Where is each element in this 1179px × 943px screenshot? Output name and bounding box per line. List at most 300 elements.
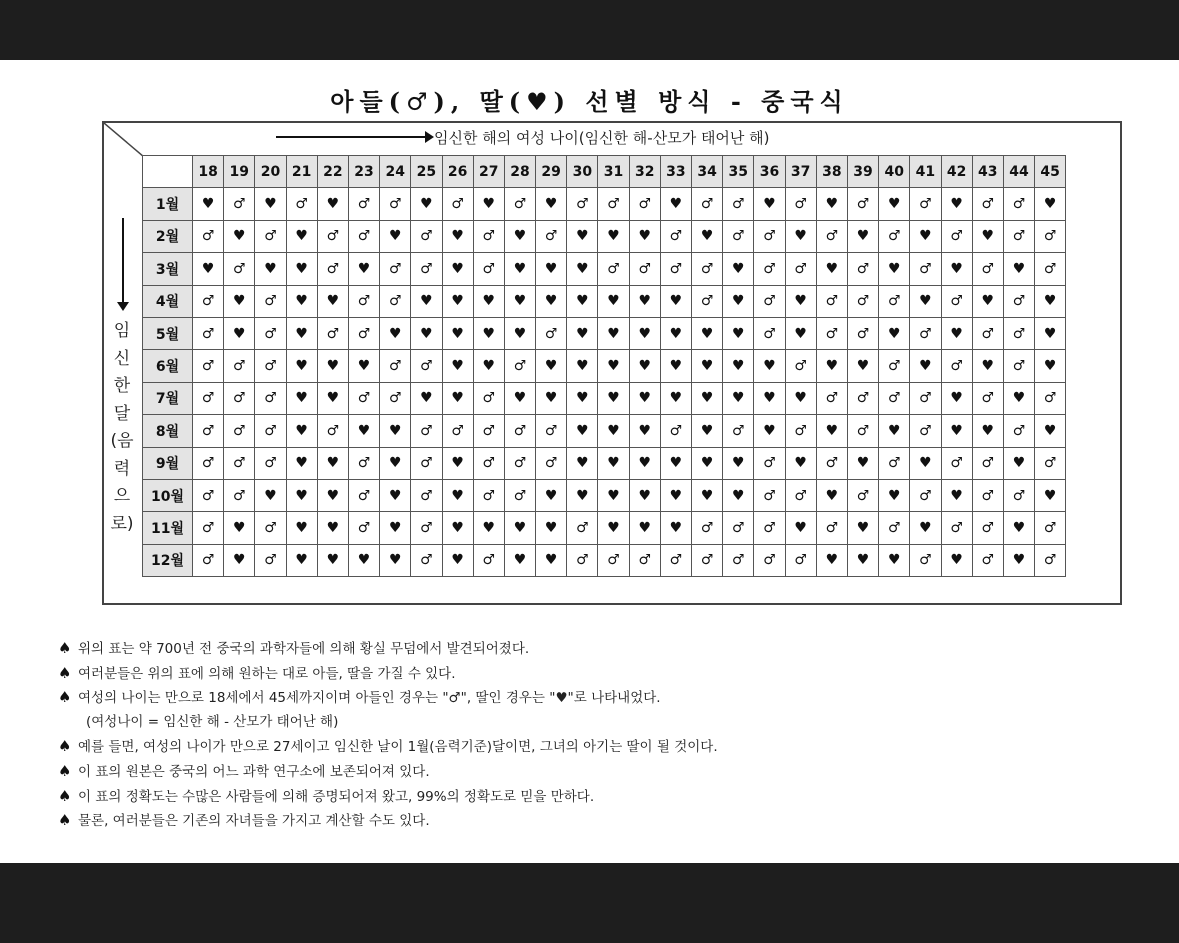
boy-male-icon: ♂ [879, 512, 910, 544]
girl-heart-icon: ♥ [816, 479, 847, 511]
boy-male-icon: ♂ [317, 253, 348, 285]
girl-heart-icon: ♥ [411, 285, 442, 317]
girl-heart-icon: ♥ [504, 317, 535, 349]
girl-heart-icon: ♥ [442, 350, 473, 382]
boy-male-icon: ♂ [785, 188, 816, 220]
girl-heart-icon: ♥ [598, 317, 629, 349]
right-arrow-icon [276, 136, 426, 138]
age-header-26: 26 [442, 156, 473, 188]
boy-male-icon: ♂ [255, 285, 286, 317]
boy-male-icon: ♂ [1035, 382, 1066, 414]
top-black-bar [0, 0, 1179, 60]
girl-heart-icon: ♥ [224, 285, 255, 317]
boy-male-icon: ♂ [598, 188, 629, 220]
boy-male-icon: ♂ [193, 544, 224, 576]
boy-male-icon: ♂ [224, 415, 255, 447]
spade-bullet-icon: ♠ [58, 761, 72, 780]
girl-heart-icon: ♥ [598, 350, 629, 382]
age-header-22: 22 [317, 156, 348, 188]
girl-heart-icon: ♥ [660, 350, 691, 382]
boy-male-icon: ♂ [910, 188, 941, 220]
boy-male-icon: ♂ [473, 220, 504, 252]
girl-heart-icon: ♥ [536, 253, 567, 285]
boy-male-icon: ♂ [348, 317, 379, 349]
girl-heart-icon: ♥ [286, 253, 317, 285]
spade-bullet-icon: ♠ [58, 688, 72, 707]
boy-male-icon: ♂ [692, 188, 723, 220]
girl-heart-icon: ♥ [598, 382, 629, 414]
boy-male-icon: ♂ [1003, 188, 1034, 220]
girl-heart-icon: ♥ [317, 512, 348, 544]
girl-heart-icon: ♥ [910, 220, 941, 252]
boy-male-icon: ♂ [972, 382, 1003, 414]
girl-heart-icon: ♥ [255, 479, 286, 511]
boy-male-icon: ♂ [910, 479, 941, 511]
boy-male-icon: ♂ [473, 382, 504, 414]
spade-bullet-icon: ♠ [58, 737, 72, 756]
boy-male-icon: ♂ [972, 544, 1003, 576]
boy-male-icon: ♂ [1035, 447, 1066, 479]
boy-male-icon: ♂ [348, 220, 379, 252]
girl-heart-icon: ♥ [910, 285, 941, 317]
age-header-32: 32 [629, 156, 660, 188]
boy-male-icon: ♂ [692, 544, 723, 576]
girl-heart-icon: ♥ [1003, 544, 1034, 576]
boy-male-icon: ♂ [910, 317, 941, 349]
boy-male-icon: ♂ [286, 188, 317, 220]
girl-heart-icon: ♥ [567, 382, 598, 414]
girl-heart-icon: ♥ [224, 512, 255, 544]
girl-heart-icon: ♥ [473, 350, 504, 382]
age-header-44: 44 [1003, 156, 1034, 188]
boy-male-icon: ♂ [629, 544, 660, 576]
girl-heart-icon: ♥ [442, 253, 473, 285]
girl-heart-icon: ♥ [1003, 382, 1034, 414]
boy-male-icon: ♂ [193, 382, 224, 414]
boy-male-icon: ♂ [754, 317, 785, 349]
month-label: 2월 [143, 220, 193, 252]
girl-heart-icon: ♥ [723, 253, 754, 285]
girl-heart-icon: ♥ [629, 512, 660, 544]
age-header-42: 42 [941, 156, 972, 188]
boy-male-icon: ♂ [380, 382, 411, 414]
boy-male-icon: ♂ [348, 188, 379, 220]
boy-male-icon: ♂ [411, 350, 442, 382]
boy-male-icon: ♂ [317, 415, 348, 447]
girl-heart-icon: ♥ [1035, 317, 1066, 349]
girl-heart-icon: ♥ [255, 188, 286, 220]
girl-heart-icon: ♥ [598, 415, 629, 447]
girl-heart-icon: ♥ [692, 317, 723, 349]
note-item [58, 808, 1138, 833]
girl-heart-icon: ♥ [754, 415, 785, 447]
boy-male-icon: ♂ [941, 285, 972, 317]
girl-heart-icon: ♥ [1003, 512, 1034, 544]
note-item [58, 710, 1138, 735]
boy-male-icon: ♂ [504, 415, 535, 447]
boy-male-icon: ♂ [411, 544, 442, 576]
down-arrow-icon [122, 218, 124, 303]
note-text: 물론, 여러분들은 기존의 자녀들을 가지고 계산할 수도 있다. [78, 813, 430, 830]
table-row [143, 253, 1066, 285]
girl-heart-icon: ♥ [723, 350, 754, 382]
document-page [0, 60, 1179, 863]
boy-male-icon: ♂ [910, 253, 941, 285]
boy-male-icon: ♂ [816, 317, 847, 349]
girl-heart-icon: ♥ [442, 512, 473, 544]
girl-heart-icon: ♥ [224, 317, 255, 349]
corner-diagonal-line [104, 123, 144, 157]
boy-male-icon: ♂ [536, 317, 567, 349]
girl-heart-icon: ♥ [411, 188, 442, 220]
girl-heart-icon: ♥ [816, 350, 847, 382]
girl-heart-icon: ♥ [224, 544, 255, 576]
girl-heart-icon: ♥ [972, 285, 1003, 317]
spade-bullet-icon: ♠ [58, 811, 72, 830]
girl-heart-icon: ♥ [1035, 285, 1066, 317]
girl-heart-icon: ♥ [286, 317, 317, 349]
age-header-row [143, 156, 1066, 188]
boy-male-icon: ♂ [598, 544, 629, 576]
girl-heart-icon: ♥ [785, 317, 816, 349]
girl-heart-icon: ♥ [286, 544, 317, 576]
girl-heart-icon: ♥ [847, 350, 878, 382]
boy-male-icon: ♂ [723, 544, 754, 576]
boy-male-icon: ♂ [473, 544, 504, 576]
girl-heart-icon: ♥ [629, 479, 660, 511]
note-item [58, 636, 1138, 661]
boy-male-icon: ♂ [598, 253, 629, 285]
girl-heart-icon: ♥ [847, 544, 878, 576]
boy-male-icon: ♂ [536, 415, 567, 447]
table-row [143, 544, 1066, 576]
girl-heart-icon: ♥ [567, 285, 598, 317]
boy-male-icon: ♂ [879, 447, 910, 479]
boy-male-icon: ♂ [692, 285, 723, 317]
girl-heart-icon: ♥ [567, 479, 598, 511]
boy-male-icon: ♂ [816, 285, 847, 317]
boy-male-icon: ♂ [754, 253, 785, 285]
boy-male-icon: ♂ [1003, 350, 1034, 382]
girl-heart-icon: ♥ [785, 447, 816, 479]
boy-male-icon: ♂ [816, 220, 847, 252]
girl-heart-icon: ♥ [567, 415, 598, 447]
girl-heart-icon: ♥ [411, 382, 442, 414]
note-item [58, 734, 1138, 759]
girl-heart-icon: ♥ [972, 415, 1003, 447]
age-header-38: 38 [816, 156, 847, 188]
girl-heart-icon: ♥ [660, 285, 691, 317]
boy-male-icon: ♂ [255, 447, 286, 479]
age-header-27: 27 [473, 156, 504, 188]
age-header-34: 34 [692, 156, 723, 188]
boy-male-icon: ♂ [255, 544, 286, 576]
girl-heart-icon: ♥ [910, 512, 941, 544]
boy-male-icon: ♂ [629, 253, 660, 285]
girl-heart-icon: ♥ [879, 253, 910, 285]
girl-heart-icon: ♥ [660, 512, 691, 544]
note-text: (여성나이 = 임신한 해 - 산모가 태어난 해) [86, 713, 339, 730]
boy-male-icon: ♂ [660, 220, 691, 252]
girl-heart-icon: ♥ [629, 382, 660, 414]
boy-male-icon: ♂ [660, 253, 691, 285]
table-row [143, 220, 1066, 252]
girl-heart-icon: ♥ [941, 188, 972, 220]
month-label: 3월 [143, 253, 193, 285]
girl-heart-icon: ♥ [598, 220, 629, 252]
boy-male-icon: ♂ [380, 253, 411, 285]
girl-heart-icon: ♥ [473, 285, 504, 317]
boy-male-icon: ♂ [224, 479, 255, 511]
boy-male-icon: ♂ [317, 317, 348, 349]
month-label: 6월 [143, 350, 193, 382]
girl-heart-icon: ♥ [380, 317, 411, 349]
girl-heart-icon: ♥ [348, 253, 379, 285]
boy-male-icon: ♂ [1003, 317, 1034, 349]
month-label: 7월 [143, 382, 193, 414]
boy-male-icon: ♂ [879, 285, 910, 317]
boy-male-icon: ♂ [879, 382, 910, 414]
boy-male-icon: ♂ [692, 253, 723, 285]
boy-male-icon: ♂ [723, 220, 754, 252]
age-header-24: 24 [380, 156, 411, 188]
boy-male-icon: ♂ [411, 220, 442, 252]
girl-heart-icon: ♥ [692, 382, 723, 414]
gender-chart [102, 121, 1122, 605]
girl-heart-icon: ♥ [598, 447, 629, 479]
girl-heart-icon: ♥ [941, 544, 972, 576]
boy-male-icon: ♂ [224, 382, 255, 414]
girl-heart-icon: ♥ [629, 317, 660, 349]
boy-male-icon: ♂ [411, 479, 442, 511]
girl-heart-icon: ♥ [536, 188, 567, 220]
boy-male-icon: ♂ [754, 512, 785, 544]
boy-male-icon: ♂ [1003, 479, 1034, 511]
boy-male-icon: ♂ [754, 544, 785, 576]
girl-heart-icon: ♥ [723, 382, 754, 414]
boy-male-icon: ♂ [473, 447, 504, 479]
boy-male-icon: ♂ [255, 220, 286, 252]
month-label: 1월 [143, 188, 193, 220]
girl-heart-icon: ♥ [941, 317, 972, 349]
boy-male-icon: ♂ [504, 447, 535, 479]
girl-heart-icon: ♥ [442, 285, 473, 317]
boy-male-icon: ♂ [754, 447, 785, 479]
boy-male-icon: ♂ [193, 512, 224, 544]
age-header-31: 31 [598, 156, 629, 188]
boy-male-icon: ♂ [847, 285, 878, 317]
girl-heart-icon: ♥ [972, 220, 1003, 252]
girl-heart-icon: ♥ [785, 512, 816, 544]
month-label: 10월 [143, 479, 193, 511]
girl-heart-icon: ♥ [473, 188, 504, 220]
girl-heart-icon: ♥ [536, 544, 567, 576]
chart-table [142, 155, 1066, 577]
note-text: 이 표의 원본은 중국의 어느 과학 연구소에 보존되어져 있다. [78, 763, 430, 780]
girl-heart-icon: ♥ [473, 512, 504, 544]
girl-heart-icon: ♥ [504, 382, 535, 414]
girl-heart-icon: ♥ [536, 479, 567, 511]
boy-male-icon: ♂ [1035, 512, 1066, 544]
spade-bullet-icon: ♠ [58, 663, 72, 682]
month-label: 12월 [143, 544, 193, 576]
corner-cell [143, 156, 193, 188]
girl-heart-icon: ♥ [879, 317, 910, 349]
boy-male-icon: ♂ [255, 415, 286, 447]
girl-heart-icon: ♥ [286, 512, 317, 544]
girl-heart-icon: ♥ [754, 382, 785, 414]
boy-male-icon: ♂ [348, 512, 379, 544]
girl-heart-icon: ♥ [941, 479, 972, 511]
girl-heart-icon: ♥ [442, 544, 473, 576]
girl-heart-icon: ♥ [567, 253, 598, 285]
girl-heart-icon: ♥ [879, 544, 910, 576]
girl-heart-icon: ♥ [286, 382, 317, 414]
note-text: 여성의 나이는 만으로 18세에서 45세까지이며 아들인 경우는 "♂", 딸인 경우는 "♥"로 나타내었다. [78, 690, 661, 707]
notes-list [58, 636, 1138, 833]
girl-heart-icon: ♥ [816, 253, 847, 285]
boy-male-icon: ♂ [224, 188, 255, 220]
girl-heart-icon: ♥ [504, 544, 535, 576]
girl-heart-icon: ♥ [380, 479, 411, 511]
boy-male-icon: ♂ [442, 415, 473, 447]
boy-male-icon: ♂ [785, 415, 816, 447]
girl-heart-icon: ♥ [317, 382, 348, 414]
boy-male-icon: ♂ [224, 447, 255, 479]
boy-male-icon: ♂ [629, 188, 660, 220]
girl-heart-icon: ♥ [286, 479, 317, 511]
girl-heart-icon: ♥ [598, 512, 629, 544]
girl-heart-icon: ♥ [442, 317, 473, 349]
boy-male-icon: ♂ [847, 317, 878, 349]
girl-heart-icon: ♥ [1003, 447, 1034, 479]
girl-heart-icon: ♥ [504, 253, 535, 285]
boy-male-icon: ♂ [816, 382, 847, 414]
girl-heart-icon: ♥ [910, 350, 941, 382]
boy-male-icon: ♂ [754, 220, 785, 252]
age-header-30: 30 [567, 156, 598, 188]
age-header-28: 28 [504, 156, 535, 188]
boy-male-icon: ♂ [193, 285, 224, 317]
girl-heart-icon: ♥ [629, 415, 660, 447]
girl-heart-icon: ♥ [660, 382, 691, 414]
note-item [58, 784, 1138, 809]
boy-male-icon: ♂ [879, 220, 910, 252]
boy-male-icon: ♂ [785, 479, 816, 511]
girl-heart-icon: ♥ [473, 317, 504, 349]
girl-heart-icon: ♥ [380, 512, 411, 544]
girl-heart-icon: ♥ [286, 220, 317, 252]
girl-heart-icon: ♥ [629, 447, 660, 479]
boy-male-icon: ♂ [567, 188, 598, 220]
boy-male-icon: ♂ [941, 512, 972, 544]
girl-heart-icon: ♥ [317, 350, 348, 382]
boy-male-icon: ♂ [1003, 285, 1034, 317]
girl-heart-icon: ♥ [536, 512, 567, 544]
boy-male-icon: ♂ [910, 544, 941, 576]
age-header-43: 43 [972, 156, 1003, 188]
girl-heart-icon: ♥ [723, 317, 754, 349]
boy-male-icon: ♂ [723, 512, 754, 544]
girl-heart-icon: ♥ [879, 479, 910, 511]
girl-heart-icon: ♥ [816, 415, 847, 447]
age-header-25: 25 [411, 156, 442, 188]
boy-male-icon: ♂ [536, 220, 567, 252]
table-row [143, 285, 1066, 317]
girl-heart-icon: ♥ [317, 479, 348, 511]
girl-heart-icon: ♥ [692, 350, 723, 382]
girl-heart-icon: ♥ [692, 415, 723, 447]
girl-heart-icon: ♥ [536, 350, 567, 382]
girl-heart-icon: ♥ [255, 253, 286, 285]
age-header-19: 19 [224, 156, 255, 188]
girl-heart-icon: ♥ [442, 479, 473, 511]
age-header-45: 45 [1035, 156, 1066, 188]
girl-heart-icon: ♥ [286, 350, 317, 382]
girl-heart-icon: ♥ [504, 220, 535, 252]
boy-male-icon: ♂ [255, 512, 286, 544]
boy-male-icon: ♂ [1035, 220, 1066, 252]
boy-male-icon: ♂ [380, 350, 411, 382]
girl-heart-icon: ♥ [660, 447, 691, 479]
girl-heart-icon: ♥ [723, 479, 754, 511]
table-row [143, 188, 1066, 220]
month-label: 9월 [143, 447, 193, 479]
table-row [143, 317, 1066, 349]
boy-male-icon: ♂ [567, 544, 598, 576]
y-axis-label: 임신한달(음력으로) [110, 321, 134, 534]
note-text: 예를 들면, 여성의 나이가 만으로 27세이고 임신한 날이 1월(음력기준)달이면, 그녀의 아기는 딸이 될 것이다. [78, 739, 718, 756]
girl-heart-icon: ♥ [785, 220, 816, 252]
boy-male-icon: ♂ [972, 447, 1003, 479]
boy-male-icon: ♂ [348, 479, 379, 511]
age-header-37: 37 [785, 156, 816, 188]
boy-male-icon: ♂ [536, 447, 567, 479]
girl-heart-icon: ♥ [380, 415, 411, 447]
boy-male-icon: ♂ [348, 447, 379, 479]
girl-heart-icon: ♥ [348, 415, 379, 447]
boy-male-icon: ♂ [754, 479, 785, 511]
girl-heart-icon: ♥ [504, 285, 535, 317]
boy-male-icon: ♂ [473, 415, 504, 447]
girl-heart-icon: ♥ [567, 220, 598, 252]
girl-heart-icon: ♥ [816, 544, 847, 576]
boy-male-icon: ♂ [972, 512, 1003, 544]
boy-male-icon: ♂ [847, 382, 878, 414]
boy-male-icon: ♂ [879, 350, 910, 382]
note-item [58, 759, 1138, 784]
table-row [143, 350, 1066, 382]
boy-male-icon: ♂ [847, 188, 878, 220]
girl-heart-icon: ♥ [941, 253, 972, 285]
girl-heart-icon: ♥ [879, 415, 910, 447]
month-label: 8월 [143, 415, 193, 447]
girl-heart-icon: ♥ [380, 544, 411, 576]
boy-male-icon: ♂ [847, 415, 878, 447]
girl-heart-icon: ♥ [910, 447, 941, 479]
boy-male-icon: ♂ [1003, 220, 1034, 252]
girl-heart-icon: ♥ [1035, 188, 1066, 220]
girl-heart-icon: ♥ [847, 220, 878, 252]
boy-male-icon: ♂ [193, 350, 224, 382]
girl-heart-icon: ♥ [442, 447, 473, 479]
boy-male-icon: ♂ [785, 253, 816, 285]
boy-male-icon: ♂ [910, 382, 941, 414]
boy-male-icon: ♂ [255, 317, 286, 349]
bottom-black-bar [0, 863, 1179, 943]
girl-heart-icon: ♥ [317, 285, 348, 317]
girl-heart-icon: ♥ [348, 544, 379, 576]
